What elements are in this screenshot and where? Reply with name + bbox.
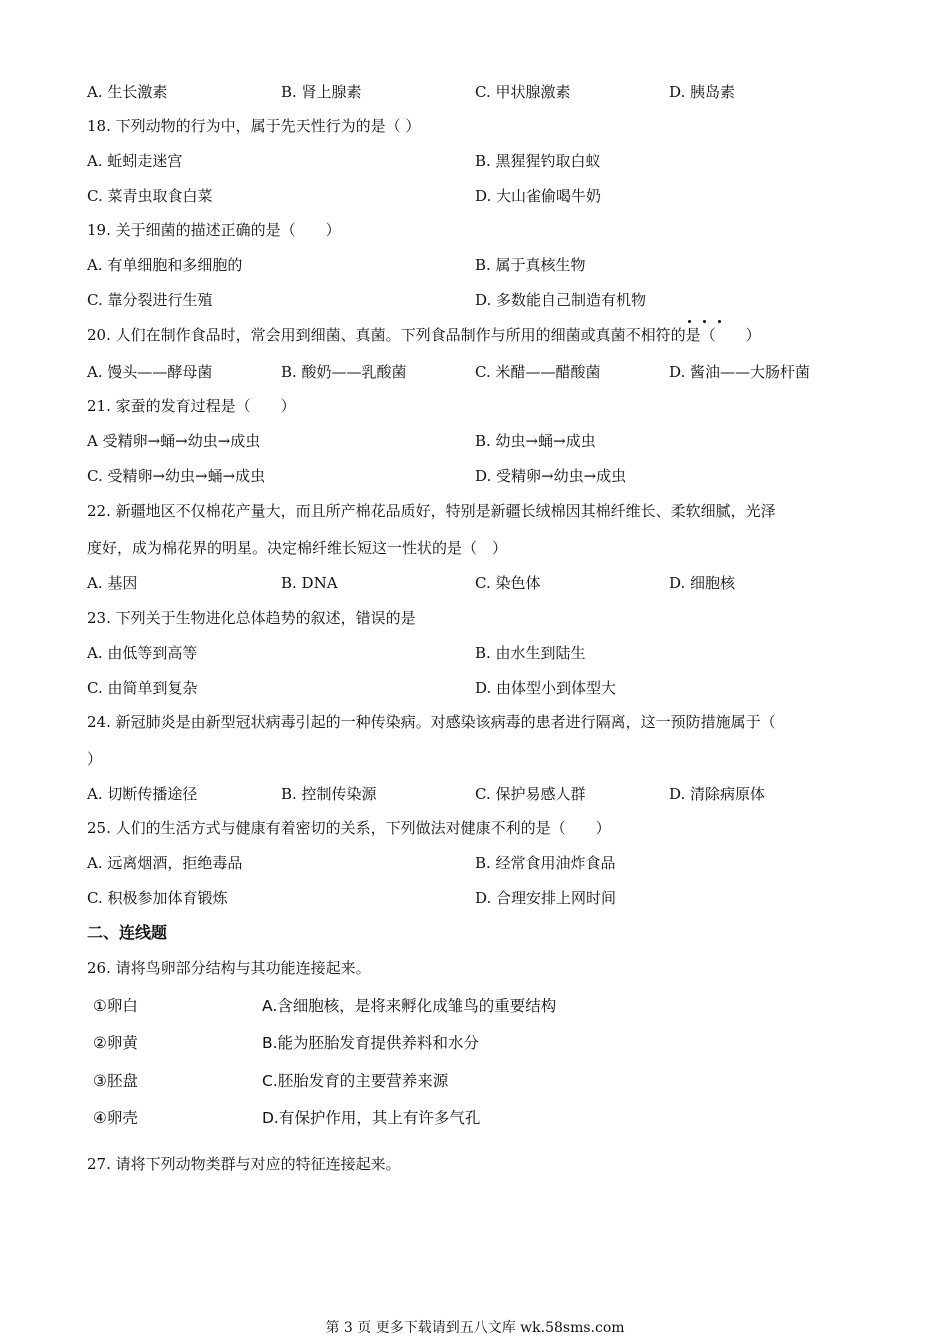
q22-option-d: D. 细胞核: [669, 574, 736, 592]
q18-option-d: D. 大山雀偷喝牛奶: [475, 187, 602, 205]
q18-option-a: A. 蚯蚓走迷宫: [87, 152, 183, 170]
q21-option-a: A 受精卵→蛹→幼虫→成虫: [87, 432, 261, 450]
q20-stem: 20. 人们在制作食品时，常会用到细菌、真菌。下列食品制作与所用的细菌或真菌不相符的是（ ）: [87, 326, 761, 344]
q24-option-d: D. 清除病原体: [669, 785, 766, 803]
q23-option-d: D. 由体型小到体型大: [475, 679, 617, 697]
q20-option-a: A. 馒头——酵母菌: [87, 363, 213, 381]
q26-left-item-3: ③胚盘: [93, 1072, 138, 1090]
q19-stem: 19. 关于细菌的描述正确的是（ ）: [87, 221, 341, 239]
q23-stem: 23. 下列关于生物进化总体趋势的叙述，错误的是: [87, 609, 416, 627]
page-footer: 第 3 页 更多下载请到五八文库 wk.58sms.com: [325, 1320, 625, 1336]
q23-option-c: C. 由简单到复杂: [87, 679, 198, 697]
q17-option-b: B. 肾上腺素: [281, 83, 362, 101]
q21-stem: 21. 家蚕的发育过程是（ ）: [87, 397, 296, 415]
q26-right-item-c: C.胚胎发育的主要营养来源: [262, 1072, 449, 1090]
q24-option-c: C. 保护易感人群: [475, 785, 586, 803]
q21-option-c: C. 受精卵→幼虫→蛹→成虫: [87, 467, 266, 485]
q18-option-b: B. 黑猩猩钓取白蚁: [475, 152, 601, 170]
section-title: 二、连线题: [87, 923, 168, 942]
q21-option-b: B. 幼虫→蛹→成虫: [475, 432, 596, 450]
q22-option-b: B. DNA: [281, 574, 338, 592]
q26-stem: 26. 请将鸟卵部分结构与其功能连接起来。: [87, 959, 371, 977]
q17-option-d: D. 胰岛素: [669, 83, 736, 101]
q22-stem-line2: 度好，成为棉花界的明星。决定棉纤维长短这一性状的是（ ）: [87, 539, 508, 557]
q26-left-item-1: ①卵白: [93, 997, 138, 1015]
q20-option-c: C. 米醋——醋酸菌: [475, 363, 601, 381]
q19-option-b: B. 属于真核生物: [475, 256, 586, 274]
q26-right-item-d: D.有保护作用，其上有许多气孔: [262, 1109, 481, 1127]
q19-option-a: A. 有单细胞和多细胞的: [87, 256, 243, 274]
q25-option-a: A. 远离烟酒，拒绝毒品: [87, 854, 243, 872]
q26-right-item-b: B.能为胚胎发育提供养料和水分: [262, 1034, 480, 1052]
q24-option-b: B. 控制传染源: [281, 785, 377, 803]
q23-option-b: B. 由水生到陆生: [475, 644, 586, 662]
q21-option-d: D. 受精卵→幼虫→成虫: [475, 467, 627, 485]
q25-option-b: B. 经常食用油炸食品: [475, 854, 616, 872]
q27-stem: 27. 请将下列动物类群与对应的特征连接起来。: [87, 1155, 401, 1173]
q18-option-c: C. 菜青虫取食白菜: [87, 187, 213, 205]
q19-option-c: C. 靠分裂进行生殖: [87, 291, 213, 309]
q18-stem: 18. 下列动物的行为中，属于先天性行为的是（ ）: [87, 117, 421, 135]
q24-option-a: A. 切断传播途径: [87, 785, 198, 803]
q20-option-d: D. 酱油——大肠杆菌: [669, 363, 811, 381]
q25-option-c: C. 积极参加体育锻炼: [87, 889, 228, 907]
q22-option-c: C. 染色体: [475, 574, 541, 592]
q22-option-a: A. 基因: [87, 574, 138, 592]
q24-stem-line1: 24. 新冠肺炎是由新型冠状病毒引起的一种传染病。对感染该病毒的患者进行隔离，这一预防措施属于（: [87, 713, 776, 731]
q25-stem: 25. 人们的生活方式与健康有着密切的关系，下列做法对健康不利的是（ ）: [87, 819, 611, 837]
q24-stem-line2: ）: [87, 750, 103, 768]
q25-option-d: D. 合理安排上网时间: [475, 889, 617, 907]
emphasis-dot: [718, 320, 721, 323]
q20-option-b: B. 酸奶——乳酸菌: [281, 363, 407, 381]
emphasis-dot: [703, 320, 706, 323]
emphasis-dot: [688, 320, 691, 323]
q19-option-d: D. 多数能自己制造有机物: [475, 291, 647, 309]
q26-left-item-4: ④卵壳: [93, 1109, 138, 1127]
q22-stem-line1: 22. 新疆地区不仅棉花产量大，而且所产棉花品质好，特别是新疆长绒棉因其棉纤维长、柔软细腻，光泽: [87, 502, 776, 520]
q26-right-item-a: A.含细胞核，是将来孵化成雏鸟的重要结构: [262, 997, 557, 1015]
q23-option-a: A. 由低等到高等: [87, 644, 198, 662]
q17-option-c: C. 甲状腺激素: [475, 83, 571, 101]
q26-left-item-2: ②卵黄: [93, 1034, 138, 1052]
q17-option-a: A. 生长激素: [87, 83, 168, 101]
